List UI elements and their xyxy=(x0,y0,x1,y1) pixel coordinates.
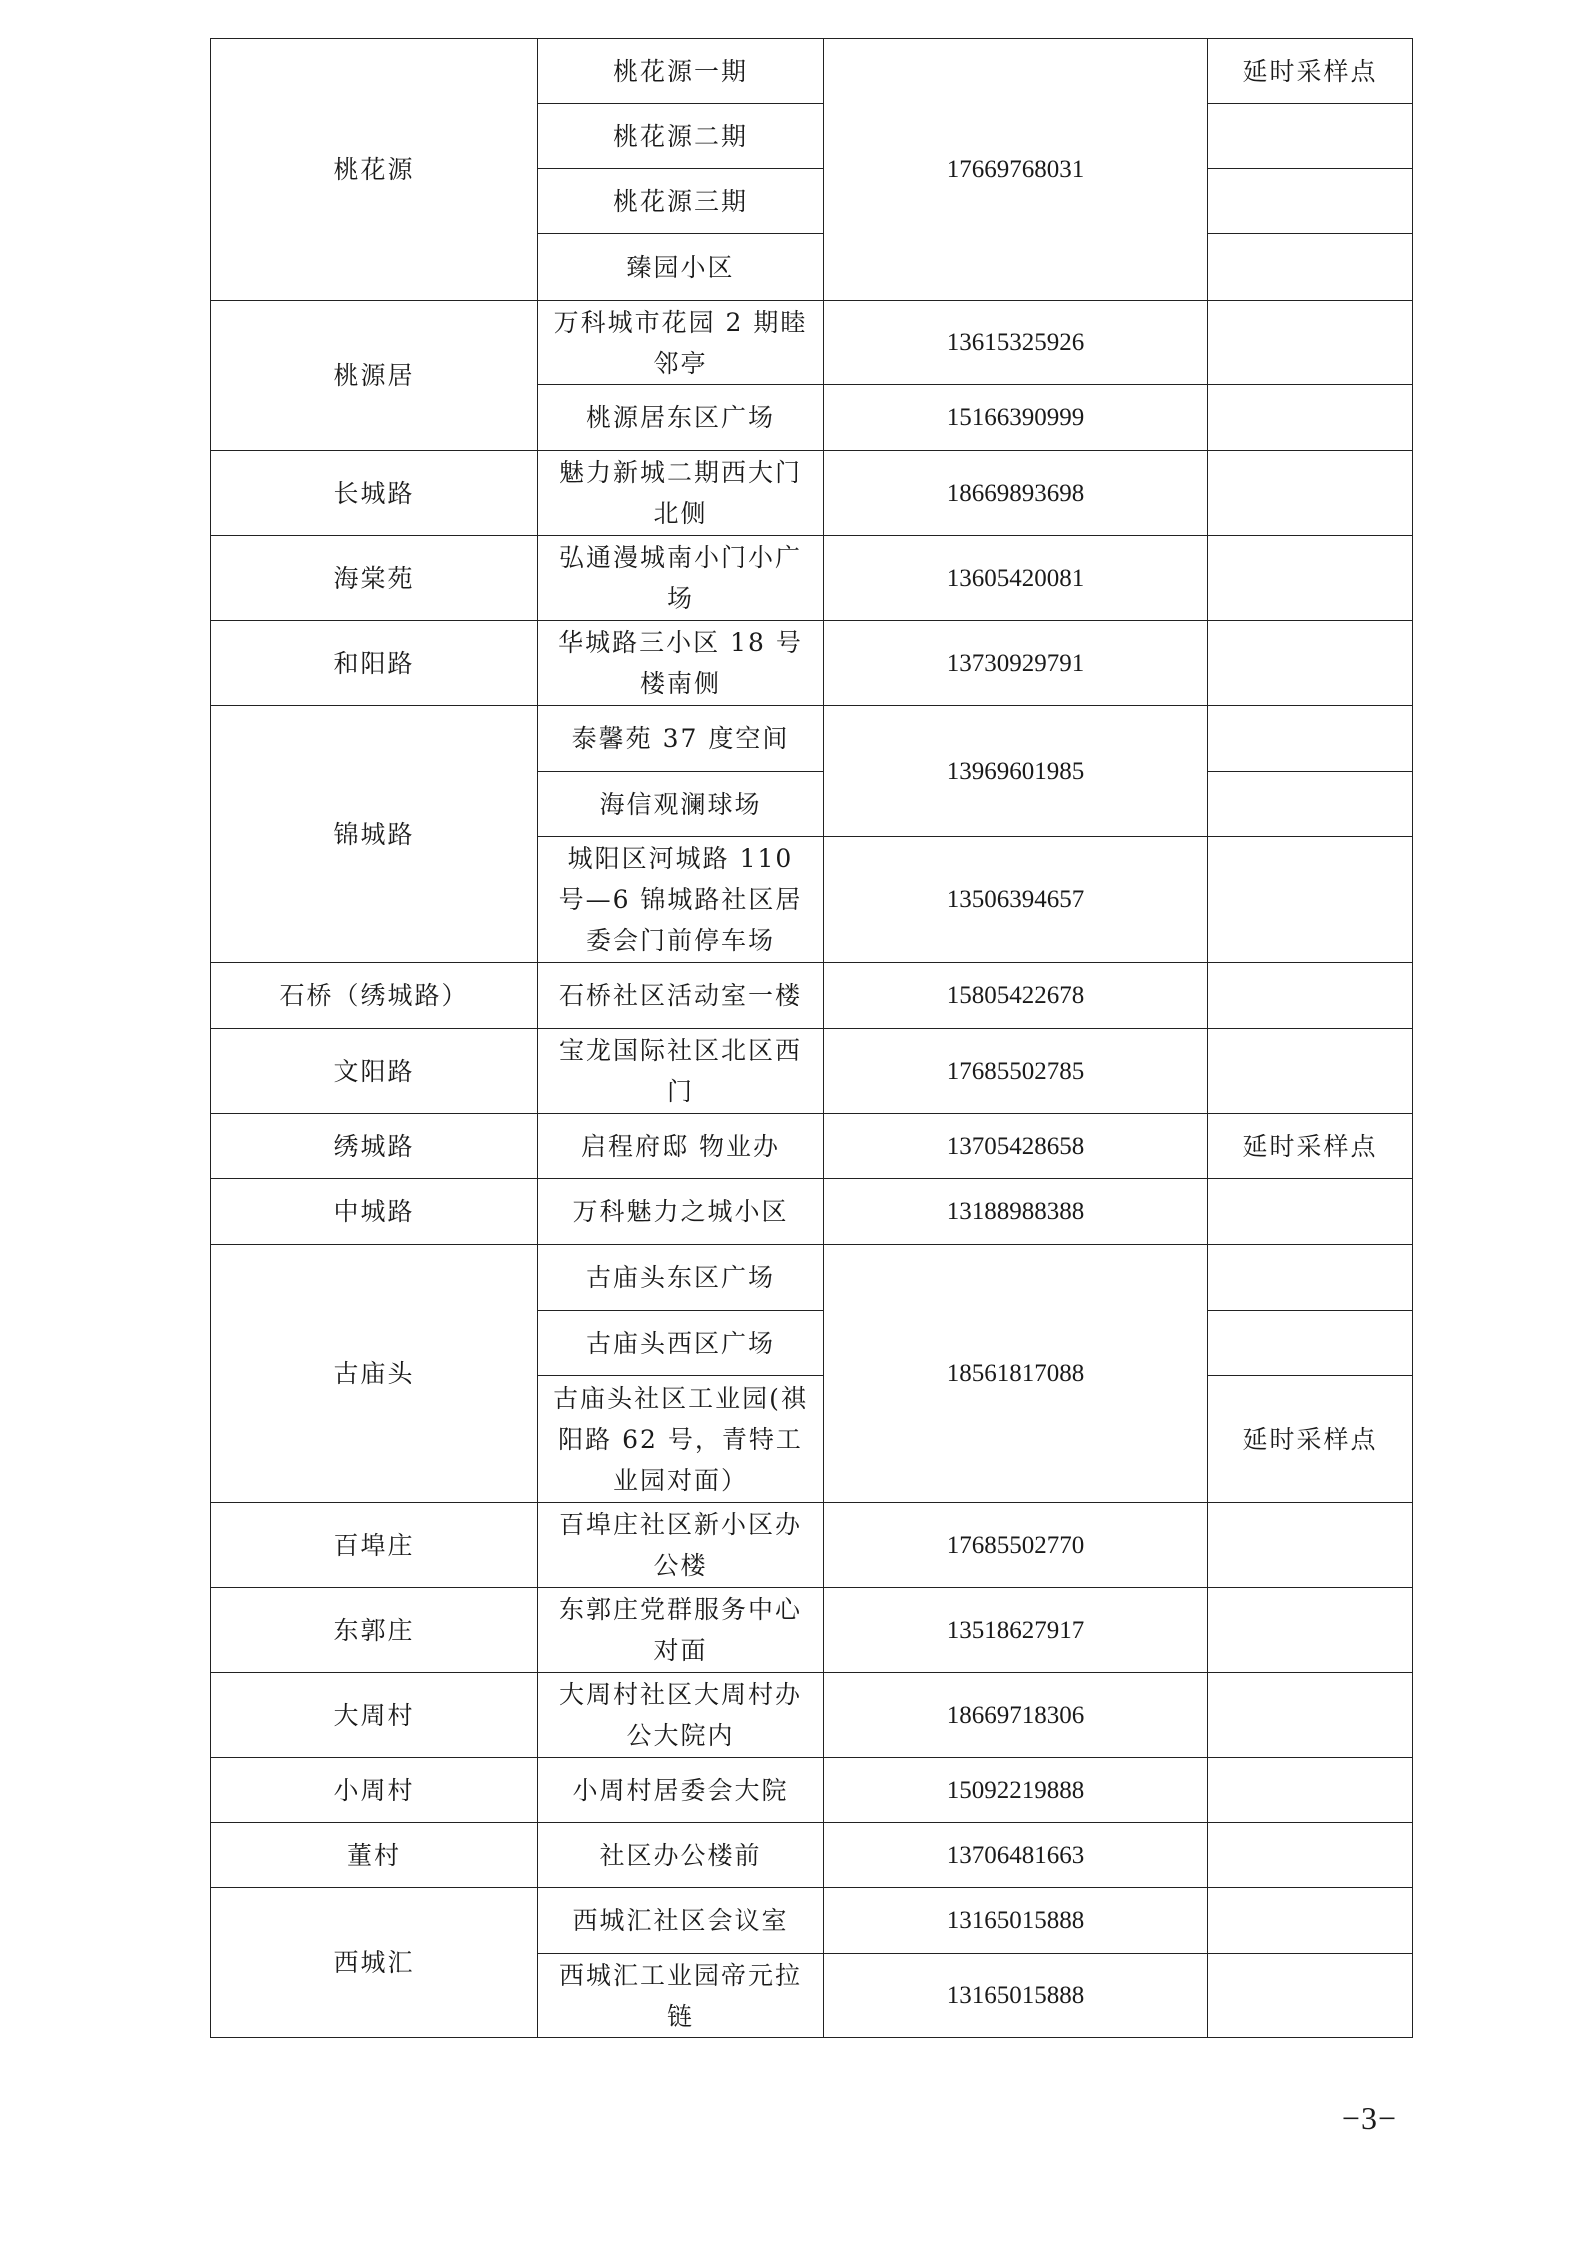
table-row xyxy=(211,963,1413,1029)
note-cell xyxy=(1208,451,1413,536)
table-row xyxy=(211,1758,1413,1823)
community-cell: 西城汇 xyxy=(211,1888,538,2038)
table-row xyxy=(211,621,1413,706)
table-row xyxy=(211,451,1413,536)
phone-cell: 13730929791 xyxy=(824,621,1208,706)
table-row xyxy=(211,1888,1413,1954)
note-cell xyxy=(1208,1311,1413,1376)
site-cell: 桃花源一期 xyxy=(538,39,824,104)
community-cell: 小周村 xyxy=(211,1758,538,1823)
site-cell: 万科城市花园 2 期睦邻亭 xyxy=(538,301,824,385)
site-cell: 城阳区河城路 110 号—6 锦城路社区居委会门前停车场 xyxy=(538,837,824,963)
community-cell: 桃源居 xyxy=(211,301,538,451)
note-cell xyxy=(1208,1888,1413,1954)
site-cell: 桃源居东区广场 xyxy=(538,385,824,451)
phone-cell: 13706481663 xyxy=(824,1823,1208,1888)
note-cell xyxy=(1208,621,1413,706)
phone-cell: 13165015888 xyxy=(824,1888,1208,1954)
note-cell xyxy=(1208,772,1413,837)
phone-cell: 18669718306 xyxy=(824,1673,1208,1758)
table-row xyxy=(211,1673,1413,1758)
community-cell: 绣城路 xyxy=(211,1114,538,1179)
note-cell: 延时采样点 xyxy=(1208,1114,1413,1179)
table-row xyxy=(211,1245,1413,1311)
site-cell: 宝龙国际社区北区西门 xyxy=(538,1029,824,1114)
community-cell: 东郭庄 xyxy=(211,1588,538,1673)
site-cell: 华城路三小区 18 号楼南侧 xyxy=(538,621,824,706)
site-cell: 东郭庄党群服务中心对面 xyxy=(538,1588,824,1673)
note-cell xyxy=(1208,1179,1413,1245)
site-cell: 泰馨苑 37 度空间 xyxy=(538,706,824,772)
site-cell: 社区办公楼前 xyxy=(538,1823,824,1888)
table-row xyxy=(211,1503,1413,1588)
note-cell xyxy=(1208,1954,1413,2038)
table-row xyxy=(211,1114,1413,1179)
site-cell: 臻园小区 xyxy=(538,234,824,301)
community-cell: 锦城路 xyxy=(211,706,538,963)
table-row xyxy=(211,301,1413,385)
table-row xyxy=(211,1588,1413,1673)
community-cell: 董村 xyxy=(211,1823,538,1888)
table-row xyxy=(211,536,1413,621)
site-cell: 桃花源三期 xyxy=(538,169,824,234)
site-cell: 启程府邸 物业办 xyxy=(538,1114,824,1179)
table-row xyxy=(211,1823,1413,1888)
phone-cell: 18561817088 xyxy=(824,1245,1208,1503)
community-cell: 长城路 xyxy=(211,451,538,536)
table-row xyxy=(211,1179,1413,1245)
note-cell xyxy=(1208,1673,1413,1758)
note-cell xyxy=(1208,301,1413,385)
site-cell: 西城汇工业园帝元拉链 xyxy=(538,1954,824,2038)
note-cell xyxy=(1208,234,1413,301)
note-cell xyxy=(1208,169,1413,234)
phone-cell: 15805422678 xyxy=(824,963,1208,1029)
phone-cell: 13188988388 xyxy=(824,1179,1208,1245)
phone-cell: 18669893698 xyxy=(824,451,1208,536)
note-cell xyxy=(1208,536,1413,621)
phone-cell: 13615325926 xyxy=(824,301,1208,385)
site-cell: 魅力新城二期西大门北侧 xyxy=(538,451,824,536)
phone-cell: 17685502770 xyxy=(824,1503,1208,1588)
site-cell: 桃花源二期 xyxy=(538,104,824,169)
sampling-sites-table xyxy=(210,38,1413,2038)
site-cell: 古庙头东区广场 xyxy=(538,1245,824,1311)
table-row xyxy=(211,39,1413,104)
note-cell xyxy=(1208,104,1413,169)
site-cell: 百埠庄社区新小区办公楼 xyxy=(538,1503,824,1588)
community-cell: 百埠庄 xyxy=(211,1503,538,1588)
note-cell xyxy=(1208,1503,1413,1588)
note-cell xyxy=(1208,837,1413,963)
phone-cell: 17685502785 xyxy=(824,1029,1208,1114)
community-cell: 海棠苑 xyxy=(211,536,538,621)
phone-cell: 15092219888 xyxy=(824,1758,1208,1823)
note-cell xyxy=(1208,1245,1413,1311)
site-cell: 西城汇社区会议室 xyxy=(538,1888,824,1954)
note-cell xyxy=(1208,1029,1413,1114)
community-cell: 文阳路 xyxy=(211,1029,538,1114)
phone-cell: 15166390999 xyxy=(824,385,1208,451)
community-cell: 古庙头 xyxy=(211,1245,538,1503)
site-cell: 古庙头西区广场 xyxy=(538,1311,824,1376)
phone-cell: 13506394657 xyxy=(824,837,1208,963)
phone-cell: 13705428658 xyxy=(824,1114,1208,1179)
site-cell: 大周村社区大周村办公大院内 xyxy=(538,1673,824,1758)
note-cell: 延时采样点 xyxy=(1208,1376,1413,1503)
community-cell: 中城路 xyxy=(211,1179,538,1245)
table-row xyxy=(211,1029,1413,1114)
note-cell xyxy=(1208,1823,1413,1888)
site-cell: 海信观澜球场 xyxy=(538,772,824,837)
note-cell xyxy=(1208,1758,1413,1823)
community-cell: 桃花源 xyxy=(211,39,538,301)
site-cell: 石桥社区活动室一楼 xyxy=(538,963,824,1029)
phone-cell: 13605420081 xyxy=(824,536,1208,621)
phone-cell: 13969601985 xyxy=(824,706,1208,837)
note-cell xyxy=(1208,706,1413,772)
phone-cell: 13165015888 xyxy=(824,1954,1208,2038)
phone-cell: 13518627917 xyxy=(824,1588,1208,1673)
note-cell xyxy=(1208,385,1413,451)
site-cell: 弘通漫城南小门小广场 xyxy=(538,536,824,621)
community-cell: 石桥（绣城路） xyxy=(211,963,538,1029)
note-cell xyxy=(1208,1588,1413,1673)
community-cell: 和阳路 xyxy=(211,621,538,706)
note-cell: 延时采样点 xyxy=(1208,39,1413,104)
phone-cell: 17669768031 xyxy=(824,39,1208,301)
note-cell xyxy=(1208,963,1413,1029)
site-cell: 小周村居委会大院 xyxy=(538,1758,824,1823)
table-row xyxy=(211,706,1413,772)
site-cell: 万科魅力之城小区 xyxy=(538,1179,824,1245)
community-cell: 大周村 xyxy=(211,1673,538,1758)
site-cell: 古庙头社区工业园(祺阳路 62 号，青特工业园对面） xyxy=(538,1376,824,1503)
page-number: −3− xyxy=(1341,2100,1397,2136)
